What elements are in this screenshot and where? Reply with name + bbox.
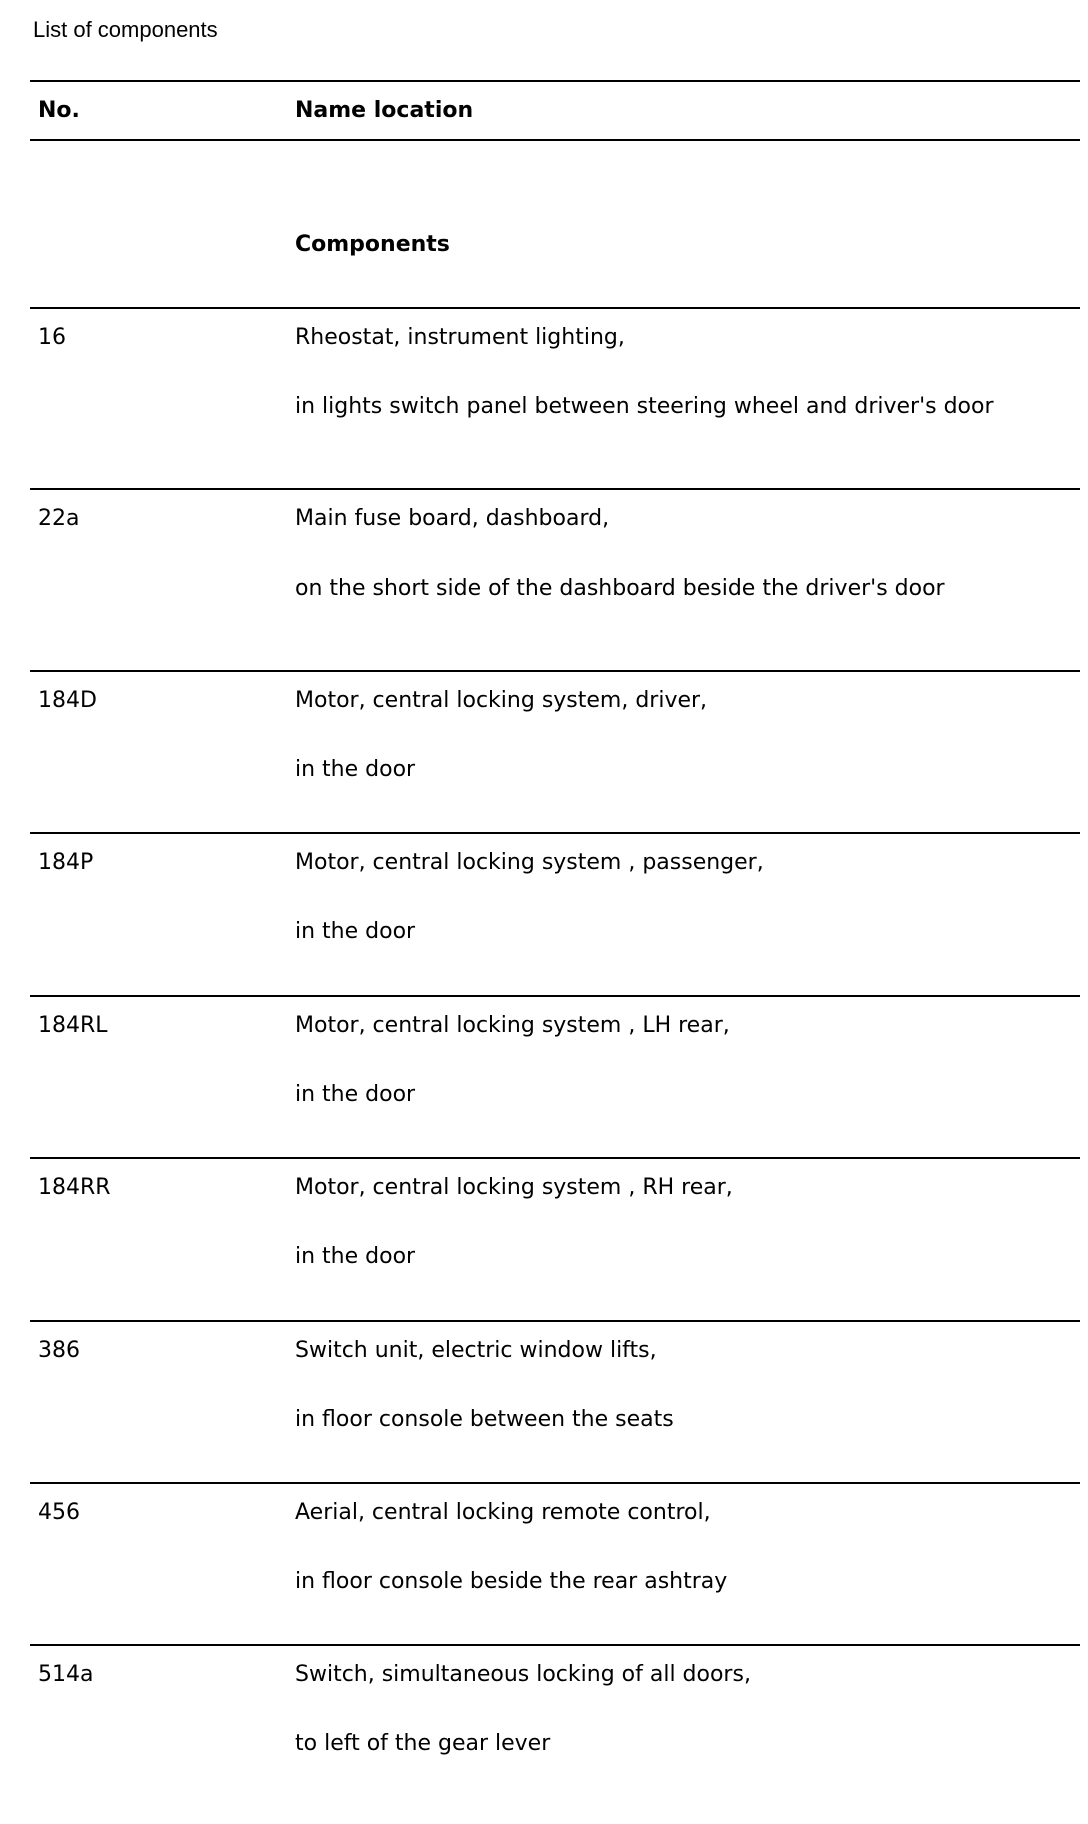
row-location: in the door [295, 1244, 416, 1269]
row-divider [30, 1320, 1080, 1322]
row-divider [30, 1644, 1080, 1646]
row-name: Aerial, central locking remote control, [295, 1500, 711, 1525]
row-number: 386 [38, 1338, 80, 1363]
row-location: in the door [295, 757, 416, 782]
row-divider [30, 995, 1080, 997]
row-number: 456 [38, 1500, 80, 1525]
header-name-location: Name location [295, 98, 474, 123]
row-location: in floor console beside the rear ashtray [295, 1569, 728, 1594]
row-location: in the door [295, 1082, 416, 1107]
row-divider [30, 832, 1080, 834]
row-location: on the short side of the dashboard beside the driver's door [295, 576, 945, 601]
document-title: List of components [33, 17, 218, 42]
row-divider [30, 1482, 1080, 1484]
row-number: 184P [38, 850, 94, 875]
header-no: No. [38, 98, 80, 123]
row-number: 184D [38, 688, 97, 713]
row-divider [30, 670, 1080, 672]
row-divider [30, 307, 1080, 309]
row-location: in the door [295, 919, 416, 944]
row-name: Switch, simultaneous locking of all doors, [295, 1662, 751, 1687]
row-number: 184RL [38, 1013, 108, 1038]
row-number: 16 [38, 325, 66, 350]
row-divider [30, 1157, 1080, 1159]
row-number: 22a [38, 506, 80, 531]
header-bottom-rule [30, 139, 1080, 141]
row-name: Motor, central locking system , LH rear, [295, 1013, 730, 1038]
row-divider [30, 488, 1080, 490]
row-name: Switch unit, electric window lifts, [295, 1338, 657, 1363]
row-name: Motor, central locking system, driver, [295, 688, 708, 713]
row-number: 514a [38, 1662, 94, 1687]
row-name: Motor, central locking system , RH rear, [295, 1175, 733, 1200]
row-location: in lights switch panel between steering wheel and driver's door [295, 394, 994, 419]
section-heading: Components [295, 232, 450, 257]
row-name: Main fuse board, dashboard, [295, 506, 610, 531]
row-name: Rheostat, instrument lighting, [295, 325, 625, 350]
row-location: to left of the gear lever [295, 1731, 551, 1756]
table-top-rule [30, 80, 1080, 82]
row-name: Motor, central locking system , passenger, [295, 850, 764, 875]
row-number: 184RR [38, 1175, 111, 1200]
row-location: in floor console between the seats [295, 1407, 674, 1432]
